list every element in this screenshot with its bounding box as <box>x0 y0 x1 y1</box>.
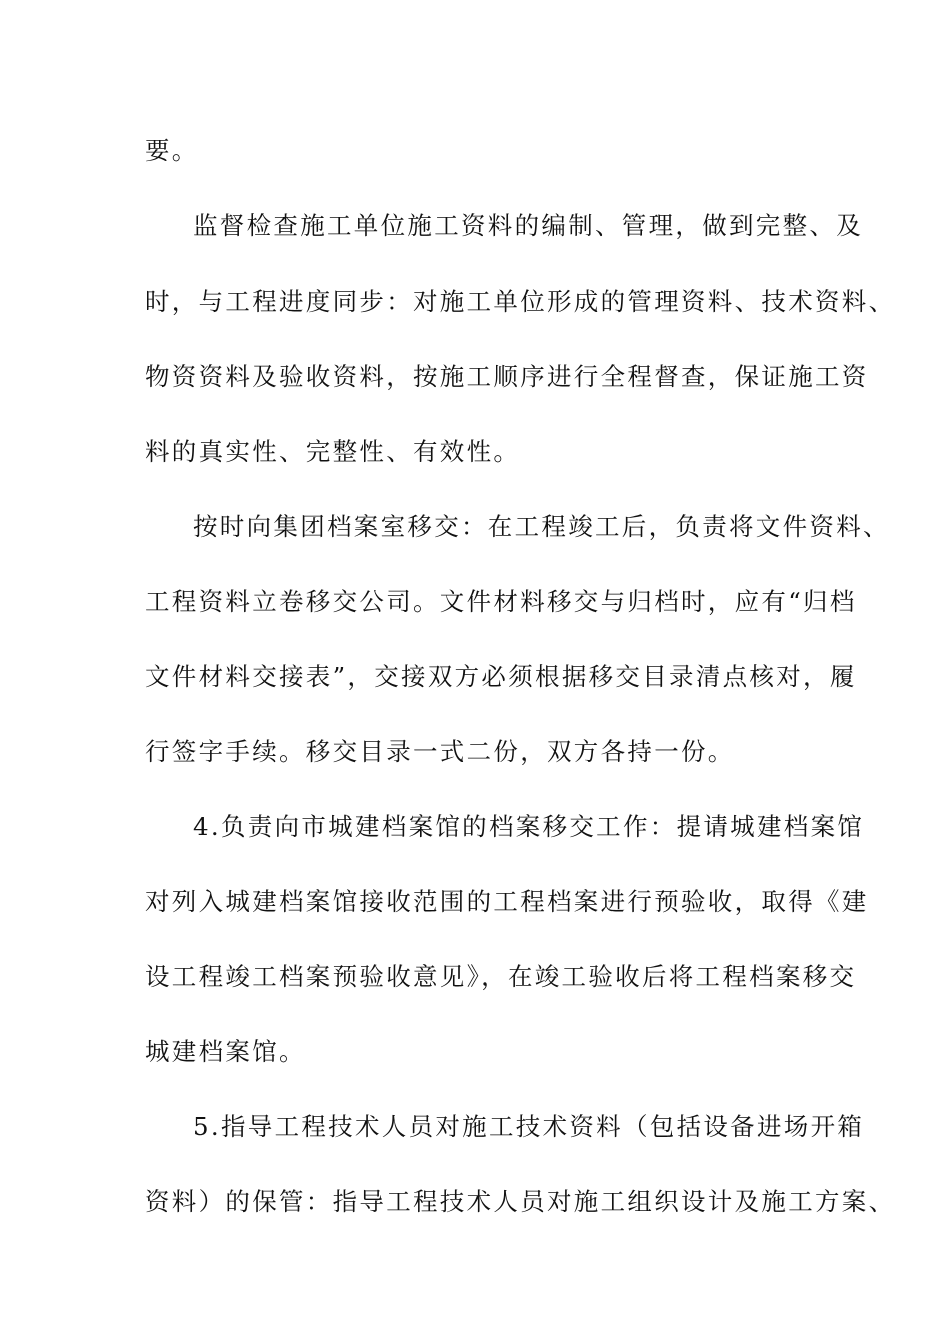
text-line: 时，与工程进度同步：对施工单位形成的管理资料、技术资料、 <box>145 287 896 316</box>
text-line: 文件材料交接表”，交接双方必须根据移交目录清点核对，履 <box>145 662 857 691</box>
text-line: 设工程竣工档案预验收意见》，在竣工验收后将工程档案移交 <box>145 962 857 991</box>
text-line: 对列入城建档案馆接收范围的工程档案进行预验收，取得《建 <box>145 887 869 916</box>
text-line: 料的真实性、完整性、有效性。 <box>145 437 521 466</box>
text-line: 要。 <box>145 136 199 165</box>
paragraph-line: 监督检查施工单位施工资料的编制、管理，做到完整、及 <box>193 211 863 240</box>
paragraph-line: 按时向集团档案室移交：在工程竣工后，负责将文件资料、 <box>193 512 890 541</box>
paragraph-line: 4.负责向市城建档案馆的档案移交工作：提请城建档案馆 <box>193 812 865 841</box>
text-line: 行签字手续。移交目录一式二份，双方各持一份。 <box>145 737 735 766</box>
text-line: 工程资料立卷移交公司。文件材料移交与归档时，应有“归档 <box>145 587 857 616</box>
text-line: 物资资料及验收资料，按施工顺序进行全程督查，保证施工资 <box>145 362 869 391</box>
text-line: 城建档案馆。 <box>145 1037 306 1066</box>
text-line: 资料）的保管：指导工程技术人员对施工组织设计及施工方案、 <box>145 1187 896 1216</box>
paragraph-line: 5.指导工程技术人员对施工技术资料（包括设备进场开箱 <box>193 1112 865 1141</box>
